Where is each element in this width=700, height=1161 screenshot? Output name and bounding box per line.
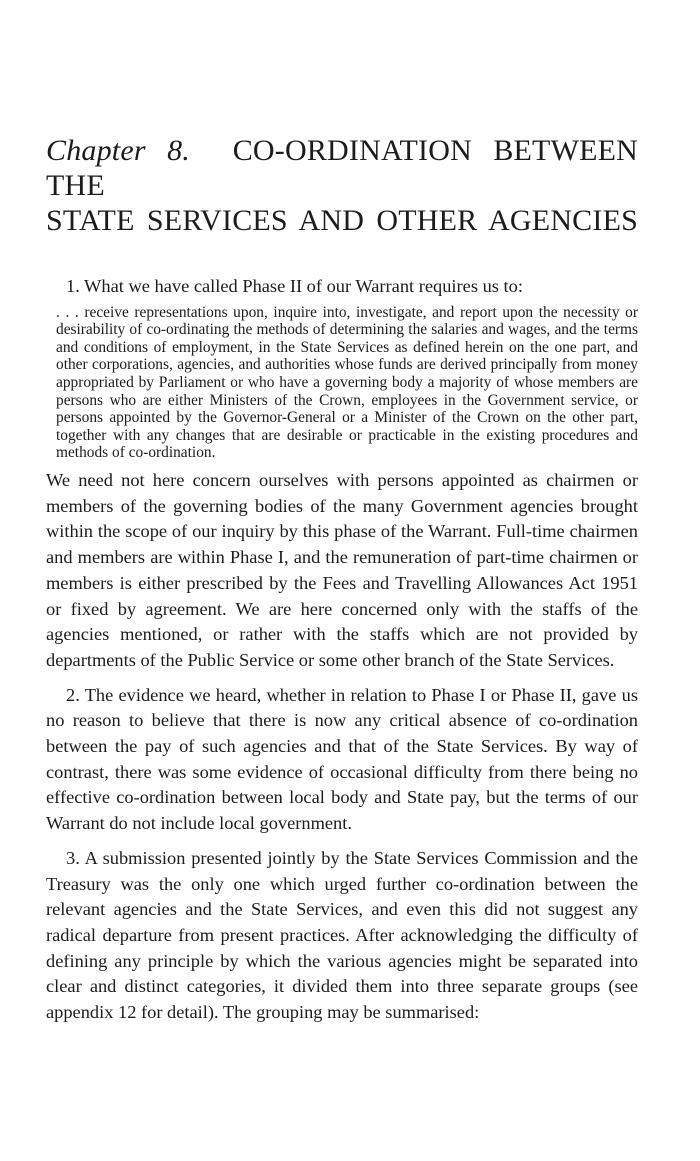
warrant-quotation: . . . receive representations upon, inquire into, investigate, and report upon the necessity or desirability of co-ordinating the methods of determining the salaries and wages, and the terms and conditions of employment, in the State Services as defined herein on the one part, and other corporations, agencies, and authorities whose funds are derived principally from money appropriated by Parliament or who have a governing body a majority of whose members are persons who are either Ministers of the Crown, employees in the Government service, or persons appointed by the Governor-General or a Minister of the Crown on the other part, together with any changes that are desirable or practicable in the existing procedures and methods of co-ordination.: [56, 303, 638, 462]
chapter-title-line-1: CO-ORDINATION BETWEEN THE: [46, 134, 639, 202]
chapter-heading-line-1: [46, 133, 638, 203]
chapter-heading: [46, 133, 638, 238]
paragraph-3: 3. A submission presented jointly by the State Services Commission and the Treasury was the only one which urged further co-ordination between the relevant agencies and the State Services, and even this did not suggest any radical departure from present practices. After acknowledging the difficulty of defining any principle by which the various agencies might be separated into clear and distinct categories, it divided them into three separate groups (see appendix 12 for detail). The grouping may be summarised:: [46, 847, 638, 1023]
paragraph-1-intro: 1. What we have called Phase II of our Warrant requires us to:: [66, 276, 523, 296]
paragraph-2: 2. The evidence we heard, whether in relation to Phase I or Phase II, gave us no reason to believe that there is now any critical absence of co-ordination between the pay of such agencies and that of the State Services. By way of contrast, there was some evidence of occasional difficulty from there being no effective co-ordination between local body and State pay, but the terms of our Warrant do not include local government.: [46, 684, 638, 834]
paragraph-1-continued: We need not here concern ourselves with persons appointed as chairmen or members of the governing bodies of the many Government agencies brought within the scope of our inquiry by this phase of the Warrant. Full-time chairmen and members are within Phase I, and the remuneration of part-time chairmen or members is either prescribed by the Fees and Travelling Allowances Act 1951 or fixed by agreement. We are here concerned only with the staffs of the agencies mentioned, or rather with the staffs which are not provided by departments of the Public Service or some other branch of the State Services.: [46, 470, 638, 670]
document-page: [46, 0, 638, 1026]
chapter-title-line-2: STATE SERVICES AND OTHER AGENCIES: [46, 204, 638, 237]
chapter-label: Chapter 8.: [46, 134, 190, 167]
